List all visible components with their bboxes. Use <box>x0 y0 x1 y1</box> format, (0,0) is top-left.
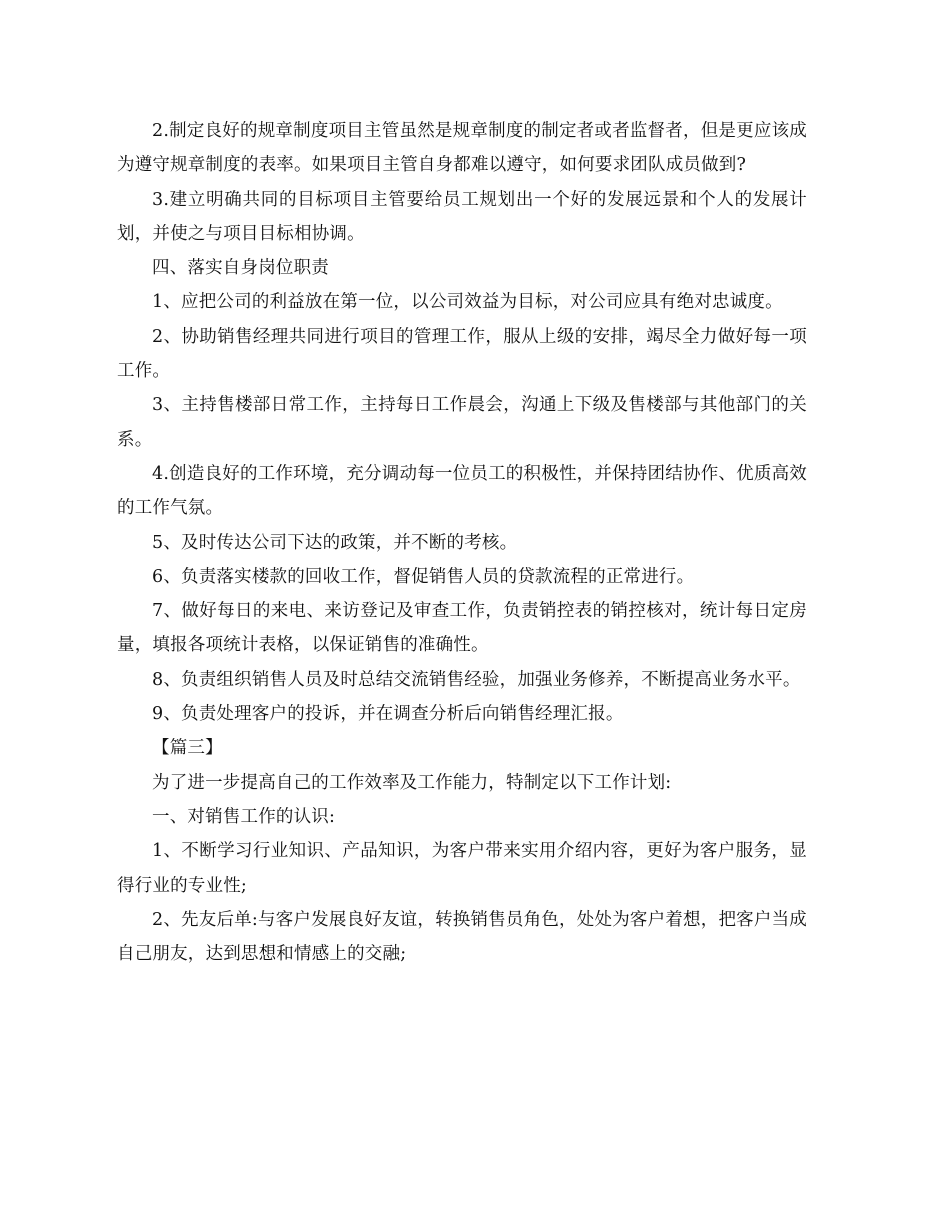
paragraph-duty-3: 3、主持售楼部日常工作，主持每日工作晨会，沟通上下级及售楼部与其他部门的关系。 <box>117 395 807 450</box>
paragraph-sales-1: 1、不断学习行业知识、产品知识，为客户带来实用介绍内容，更好为客户服务，显得行业的专业性; <box>117 841 807 896</box>
paragraph-duty-5: 5、及时传达公司下达的政策，并不断的考核。 <box>152 532 518 553</box>
paragraph-rules: 2.制定良好的规章制度项目主管虽然是规章制度的制定者或者监督者，但是更应该成为遵守规章制度的表率。如果项目主管自身都难以遵守，如何要求团队成员做到? <box>117 121 807 176</box>
paragraph-common-goal: 3.建立明确共同的目标项目主管要给员工规划出一个好的发展远景和个人的发展计划，并使之与项目目标相协调。 <box>117 189 807 244</box>
paragraph-duty-7: 7、做好每日的来电、来访登记及审查工作，负责销控表的销控核对，统计每日定房量，填报各项统计表格，以保证销售的准确性。 <box>117 601 807 656</box>
paragraph-duty-1: 1、应把公司的利益放在第一位，以公司效益为目标，对公司应具有绝对忠诚度。 <box>152 292 783 313</box>
section-heading-duties: 四、落实自身岗位职责 <box>152 258 329 279</box>
document-body <box>117 114 807 971</box>
section-heading-part-three: 【篇三】 <box>152 738 223 759</box>
paragraph-duty-2: 2、协助销售经理共同进行项目的管理工作，服从上级的安排，竭尽全力做好每一项工作。 <box>117 326 807 382</box>
paragraph-duty-4: 4.创造良好的工作环境，充分调动每一位员工的积极性，并保持团结协作、优质高效的工作气氛。 <box>117 463 807 519</box>
paragraph-duty-9: 9、负责处理客户的投诉，并在调查分析后向销售经理汇报。 <box>152 704 624 725</box>
paragraph-duty-6: 6、负责落实楼款的回收工作，督促销售人员的贷款流程的正常进行。 <box>152 566 695 587</box>
paragraph-intro: 为了进一步提高自己的工作效率及工作能力，特制定以下工作计划: <box>152 772 672 793</box>
paragraph-duty-8: 8、负责组织销售人员及时总结交流销售经验，加强业务修养，不断提高业务水平。 <box>152 669 801 690</box>
section-heading-sales-understanding: 一、对销售工作的认识: <box>152 806 336 827</box>
paragraph-sales-2: 2、先友后单:与客户发展良好友谊，转换销售员角色，处处为客户着想，把客户当成自己朋友，达到思想和情感上的交融; <box>117 909 807 965</box>
